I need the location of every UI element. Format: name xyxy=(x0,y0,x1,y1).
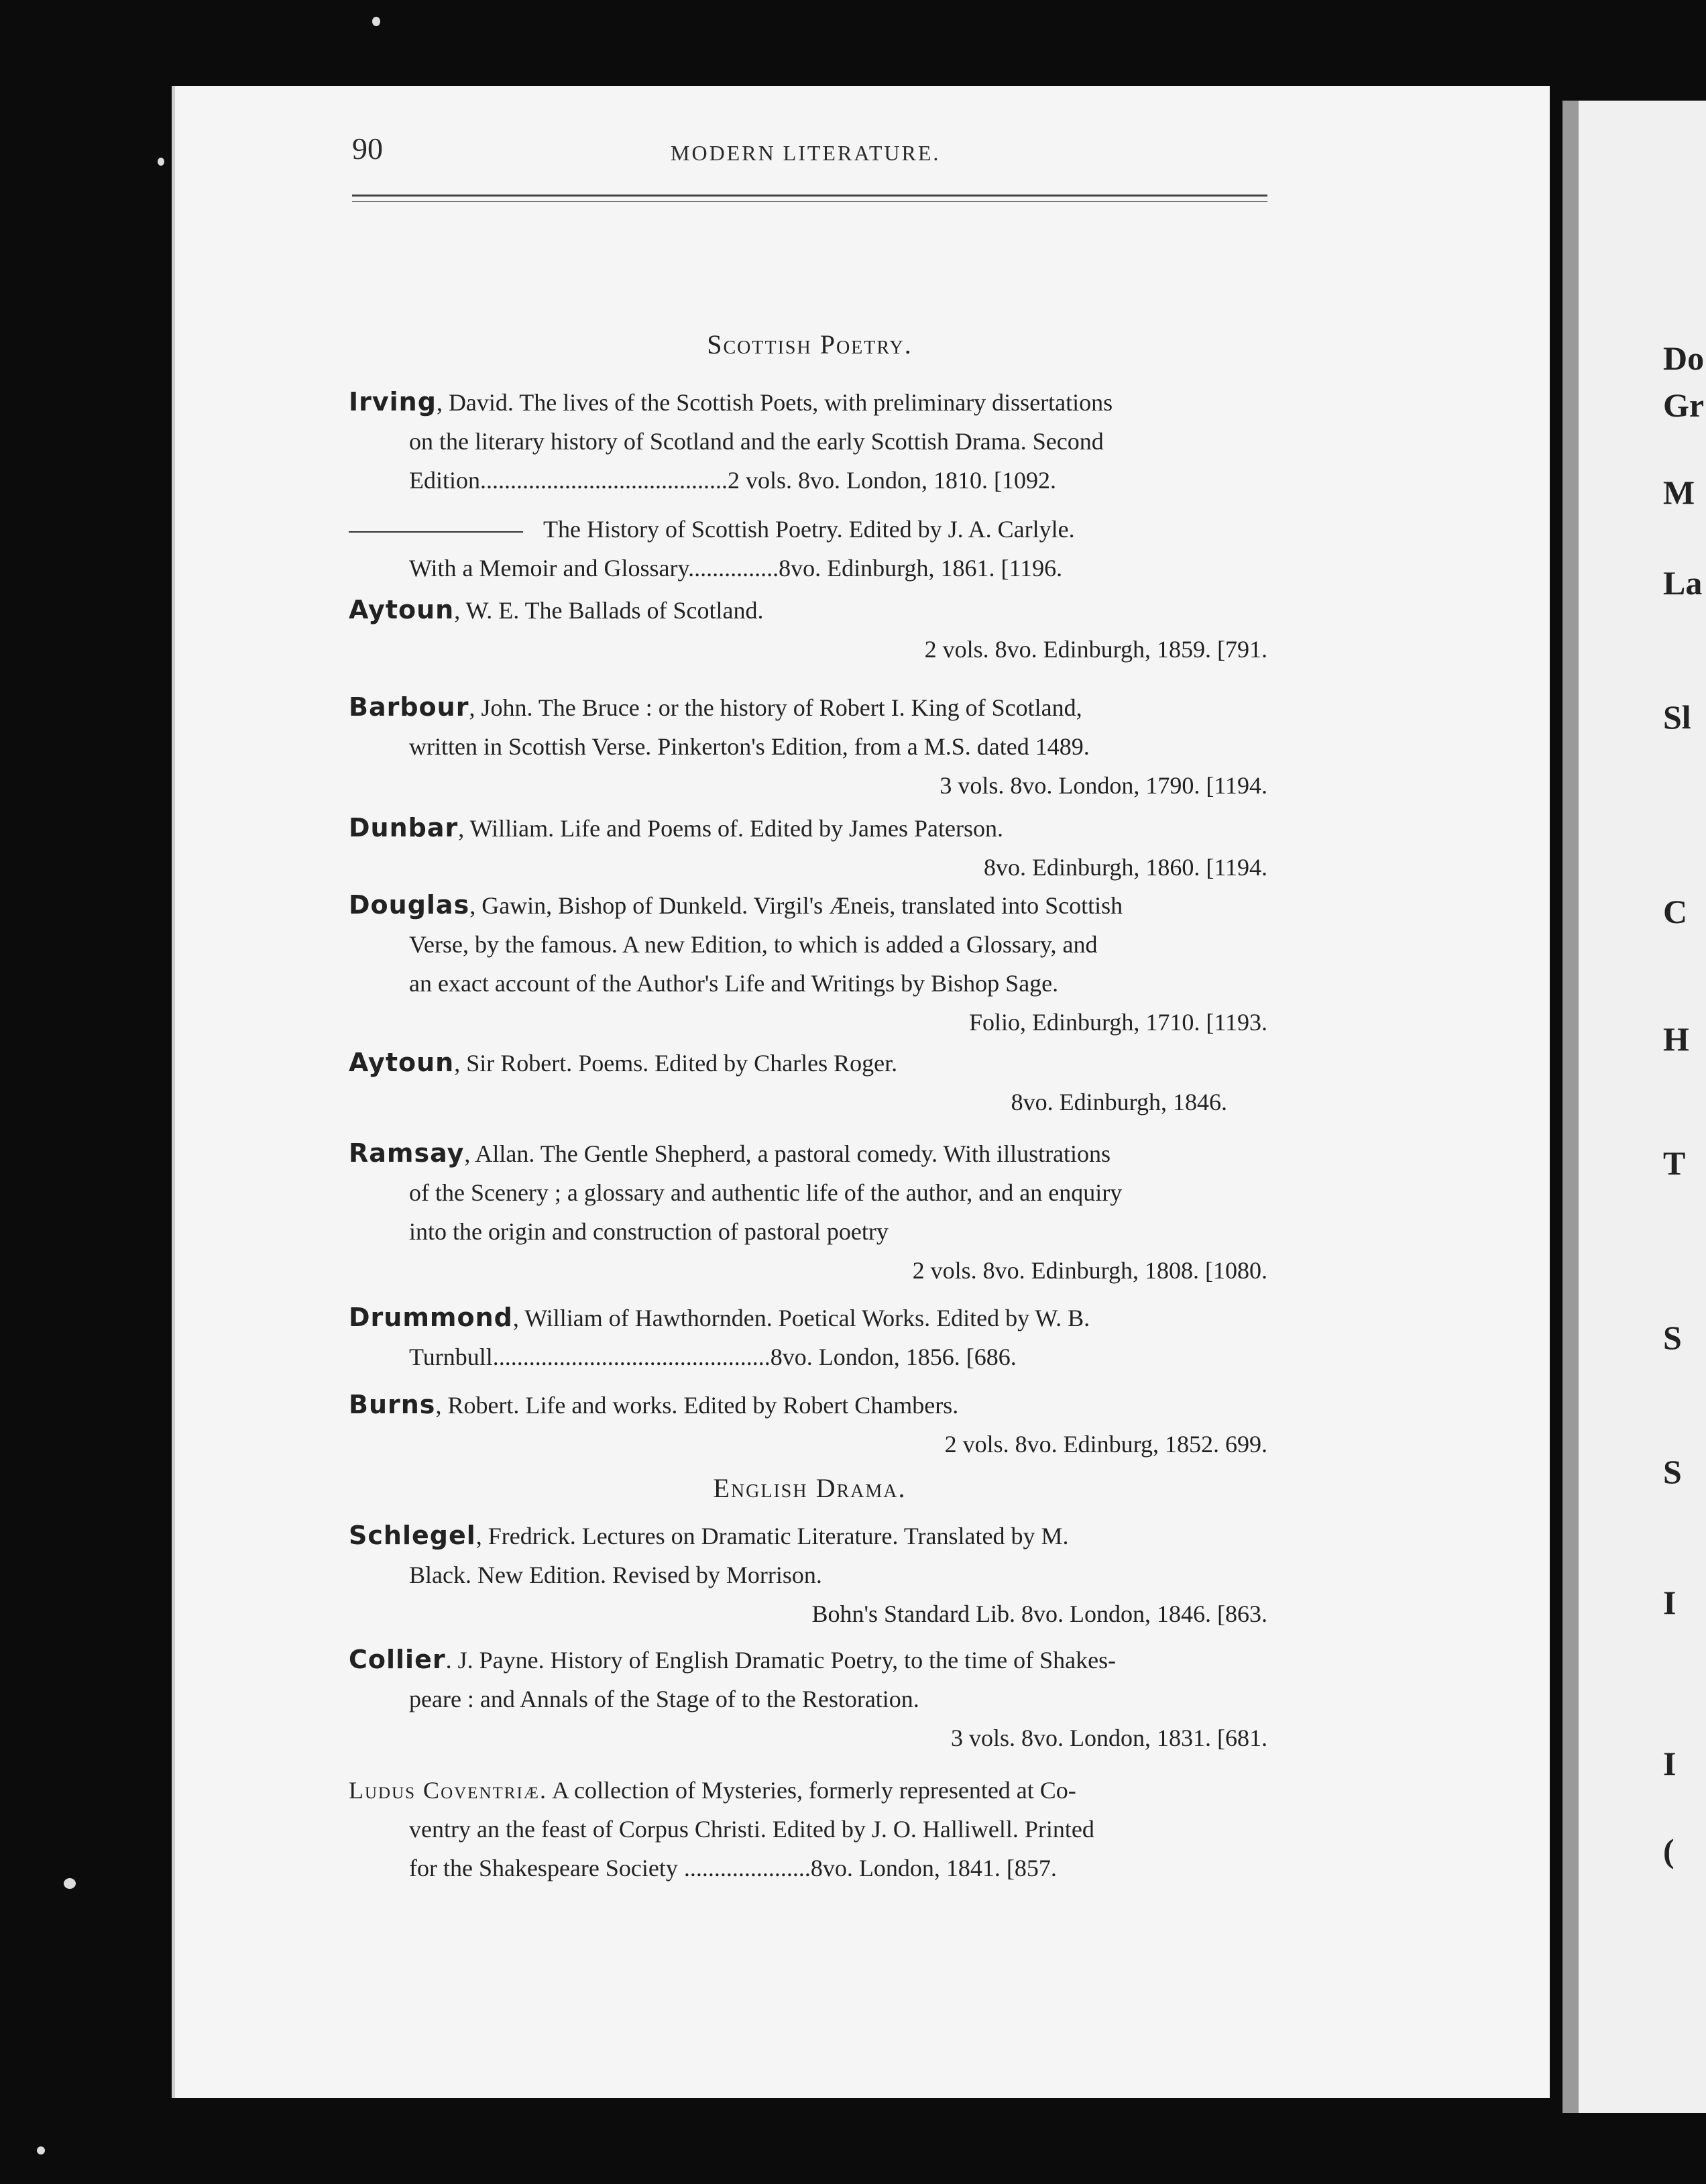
entry-text: , John. The Bruce : or the history of Robert I. King of Scotland, xyxy=(469,694,1082,721)
edge-letter: S xyxy=(1663,1453,1682,1490)
edge-letter: I xyxy=(1663,1584,1676,1621)
entry-burns xyxy=(349,1385,1267,1464)
entry-line xyxy=(349,382,1267,422)
edge-letter: C xyxy=(1663,893,1688,930)
edge-letter: ( xyxy=(1663,1832,1674,1869)
entry-text: , Fredrick. Lectures on Dramatic Literature. Translated by M. xyxy=(475,1523,1069,1549)
author-name: Collier xyxy=(349,1645,446,1674)
section-heading-english-drama: English Drama. xyxy=(713,1473,907,1503)
dust-speck xyxy=(372,17,380,26)
entry-line xyxy=(349,1134,1267,1173)
author-name: Burns xyxy=(349,1390,436,1419)
entry-line: 2 vols. 8vo. Edinburgh, 1808. [1080. xyxy=(912,1257,1267,1284)
entry-schlegel xyxy=(349,1516,1267,1633)
entry-line: Verse, by the famous. A new Edition, to which is added a Glossary, and xyxy=(409,931,1098,958)
entry-text: , W. E. The Ballads of Scotland. xyxy=(454,597,764,624)
edge-letter: Gr xyxy=(1663,386,1705,424)
entry-text: , William of Hawthornden. Poetical Works. Edited by W. B. xyxy=(512,1305,1090,1331)
dust-speck xyxy=(64,1878,76,1889)
entry-line: ventry an the feast of Corpus Christi. Edited by J. O. Halliwell. Printed xyxy=(409,1816,1094,1843)
entry-drummond xyxy=(349,1298,1267,1376)
entry-line xyxy=(349,1771,1267,1810)
author-name: Aytoun xyxy=(349,1048,455,1077)
entry-text: A collection of Mysteries, formerly represented at Co- xyxy=(547,1777,1076,1804)
entry-line xyxy=(349,1385,1267,1425)
entry-line: Black. New Edition. Revised by Morrison. xyxy=(409,1562,822,1588)
entry-ramsay xyxy=(349,1134,1267,1290)
entry-line xyxy=(349,808,1267,848)
edge-letter: Do xyxy=(1663,339,1705,377)
entry-line: Folio, Edinburgh, 1710. [1193. xyxy=(968,1009,1267,1036)
entry-aytoun-we xyxy=(349,590,1267,669)
entry-barbour xyxy=(349,688,1267,805)
edge-letter: M xyxy=(1663,474,1695,511)
entry-line xyxy=(349,1516,1267,1555)
author-name: Dunbar xyxy=(349,813,459,842)
edge-letter: Sl xyxy=(1663,698,1691,736)
entry-history-scottish-poetry xyxy=(349,510,1267,588)
entry-line: peare : and Annals of the Stage of to the Restoration. xyxy=(409,1686,919,1712)
edge-letter: I xyxy=(1663,1745,1676,1782)
entry-line: 2 vols. 8vo. Edinburg, 1852. 699. xyxy=(944,1431,1267,1458)
entry-line: Turnbull..............................................8vo. London, 1856. [686. xyxy=(409,1344,1017,1370)
header-rule xyxy=(352,195,1267,197)
entry-text: , Robert. Life and works. Edited by Robert Chambers. xyxy=(435,1392,959,1419)
entry-line: for the Shakespeare Society .....................8vo. London, 1841. [857. xyxy=(409,1855,1057,1881)
entry-line: of the Scenery ; a glossary and authentic life of the author, and an enquiry xyxy=(409,1179,1123,1206)
author-name: Irving xyxy=(349,387,437,417)
entry-collier xyxy=(349,1640,1267,1757)
edge-letter: H xyxy=(1663,1020,1689,1058)
entry-line: 2 vols. 8vo. Edinburgh, 1859. [791. xyxy=(924,636,1267,663)
entry-text: The History of Scottish Poetry. Edited by J. A. Carlyle. xyxy=(543,516,1075,543)
entry-douglas xyxy=(349,885,1267,1042)
entry-line: 3 vols. 8vo. London, 1790. [1194. xyxy=(940,772,1267,799)
entry-line: Edition.........................................2 vols. 8vo. London, 1810. [1092. xyxy=(409,467,1056,494)
entry-line: on the literary history of Scotland and the early Scottish Drama. Second xyxy=(409,428,1104,455)
author-name: Aytoun xyxy=(349,595,455,624)
edge-letter: T xyxy=(1663,1144,1686,1182)
running-head: MODERN LITERATURE. xyxy=(671,141,941,165)
dust-speck xyxy=(158,158,164,166)
section-heading-scottish-poetry: Scottish Poetry. xyxy=(707,329,913,360)
page-number: 90 xyxy=(352,131,383,166)
entry-text: , David. The lives of the Scottish Poets, with preliminary dissertations xyxy=(436,389,1113,416)
ditto-dash xyxy=(349,531,523,533)
entry-dunbar xyxy=(349,808,1267,887)
entry-line xyxy=(349,510,1267,549)
entry-line xyxy=(349,1640,1267,1680)
entry-irving xyxy=(349,382,1267,500)
entry-line xyxy=(349,590,1267,630)
entry-line xyxy=(349,688,1267,727)
entry-text: , William. Life and Poems of. Edited by James Paterson. xyxy=(458,815,1003,842)
entry-line: an exact account of the Author's Life and Writings by Bishop Sage. xyxy=(409,970,1059,997)
author-name: Drummond xyxy=(349,1303,513,1332)
work-title: Ludus Coventriæ. xyxy=(349,1777,548,1804)
entry-text: , Allan. The Gentle Shepherd, a pastoral comedy. With illustrations xyxy=(464,1140,1111,1167)
dust-speck xyxy=(37,2146,45,2154)
entry-line xyxy=(349,1043,1267,1083)
edge-letter: S xyxy=(1663,1319,1682,1356)
entry-aytoun-robert xyxy=(349,1043,1267,1122)
header-rule-thin xyxy=(352,201,1267,202)
author-name: Barbour xyxy=(349,692,469,722)
entry-line: 3 vols. 8vo. London, 1831. [681. xyxy=(951,1725,1267,1751)
entry-text: . J. Payne. History of English Dramatic Poetry, to the time of Shakes- xyxy=(445,1647,1117,1674)
entry-text: , Sir Robert. Poems. Edited by Charles Roger. xyxy=(454,1050,898,1077)
entry-line: written in Scottish Verse. Pinkerton's Edition, from a M.S. dated 1489. xyxy=(409,733,1090,760)
author-name: Ramsay xyxy=(349,1138,465,1168)
entry-text: , Gawin, Bishop of Dunkeld. Virgil's Æneis, translated into Scottish xyxy=(469,892,1123,919)
entry-line: 8vo. Edinburgh, 1860. [1194. xyxy=(984,854,1267,881)
entry-line: Bohn's Standard Lib. 8vo. London, 1846. [863. xyxy=(811,1600,1267,1627)
entry-line: With a Memoir and Glossary...............8vo. Edinburgh, 1861. [1196. xyxy=(409,555,1063,582)
author-name: Douglas xyxy=(349,890,470,920)
entry-line xyxy=(349,885,1267,925)
entry-line xyxy=(349,1298,1267,1337)
author-name: Schlegel xyxy=(349,1521,476,1550)
edge-letter: La xyxy=(1663,564,1703,602)
entry-ludus-coventriae xyxy=(349,1771,1267,1888)
entry-line: 8vo. Edinburgh, 1846. xyxy=(1011,1089,1227,1115)
entry-line: into the origin and construction of pastoral poetry xyxy=(409,1218,889,1245)
